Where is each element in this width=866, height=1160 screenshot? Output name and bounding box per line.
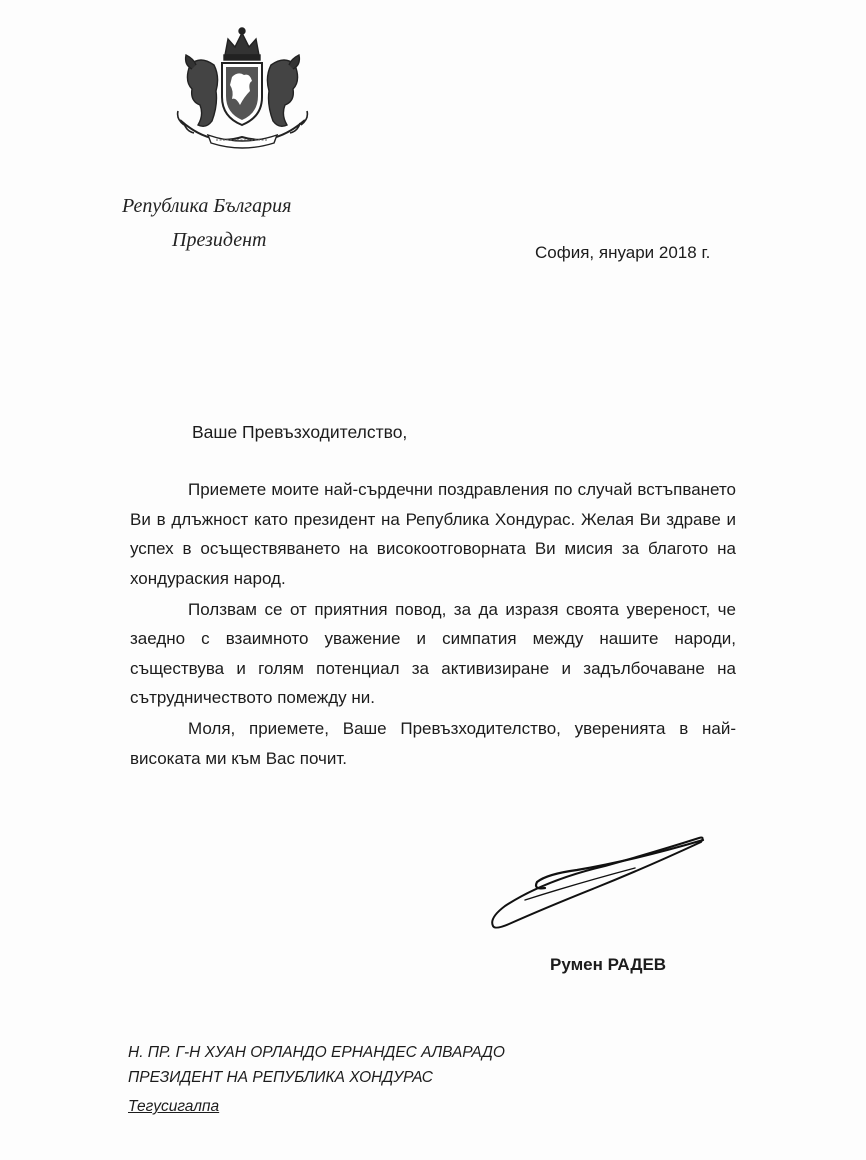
signer-name: Румен РАДЕВ bbox=[550, 955, 667, 974]
institution-country: Република България bbox=[122, 195, 292, 217]
coat-of-arms-icon bbox=[170, 25, 315, 150]
body-paragraph: Ползвам се от приятния повод, за да изразя своята увереност, че заедно с взаимното уважение и симпатия между нашите народи, съществува и голям потенциал за активизиране и задълбочаване на сътрудничеството помежду ни. bbox=[130, 599, 736, 707]
letter-body bbox=[130, 475, 736, 775]
recipient-name: Н. ПР. Г-Н ХУАН ОРЛАНДО ЕРНАНДЕС АЛВАРАДО bbox=[128, 1044, 505, 1061]
recipient-title: ПРЕЗИДЕНТ НА РЕПУБЛИКА ХОНДУРАС bbox=[128, 1069, 433, 1086]
institution-office: Президент bbox=[172, 229, 267, 251]
recipient-city: Тегусигалпа bbox=[128, 1098, 220, 1115]
recipient-block bbox=[128, 1040, 505, 1119]
body-paragraph: Моля, приемете, Ваше Превъзходителство, уверенията в най-високата ми към Вас почит. bbox=[130, 719, 736, 768]
place-date: София, януари 2018 г. bbox=[535, 243, 711, 262]
body-paragraph: Приемете моите най-сърдечни поздравления по случай встъпването Ви в длъжност като президент на Република Хондурас. Желая Ви здраве и успех в осъществяването на високоотговорната Ви мисия за благото на хондураския народ. bbox=[130, 480, 736, 588]
handwritten-signature-icon bbox=[485, 830, 715, 940]
salutation: Ваше Превъзходителство, bbox=[192, 422, 408, 442]
